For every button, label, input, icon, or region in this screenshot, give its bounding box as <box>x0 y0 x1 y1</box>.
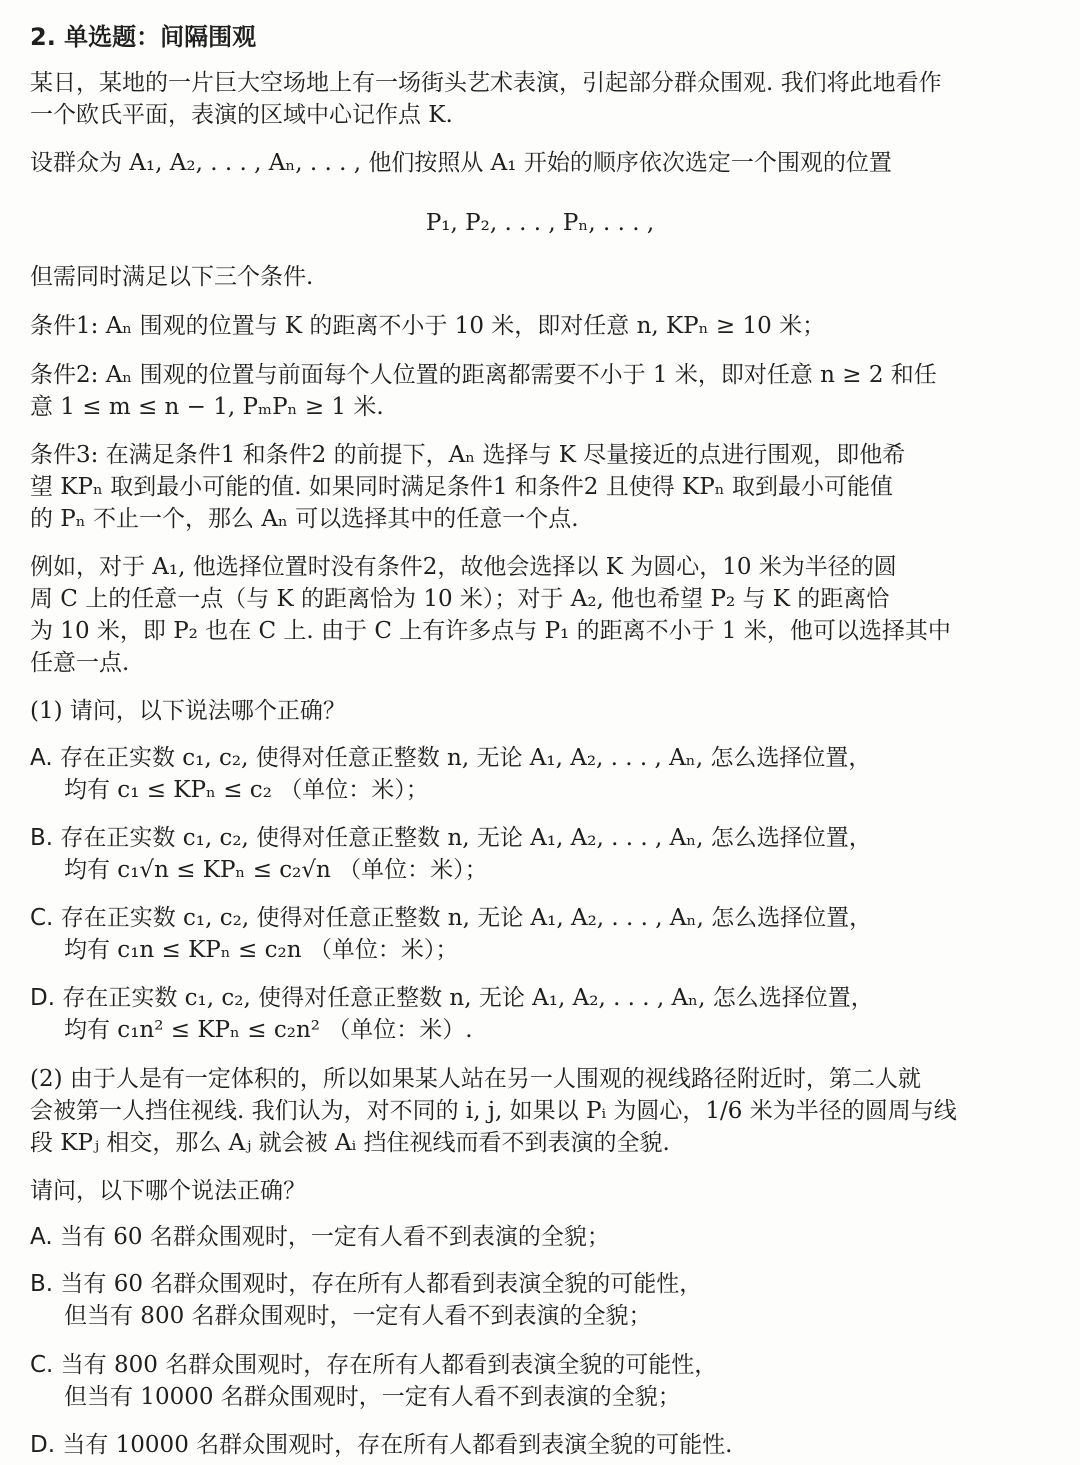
q1-option-c <box>30 903 872 933</box>
condition-1: 条件1: Aₙ 围观的位置与 K 的距离不小于 10 米，即对任意 n, KPₙ ≥ 10 米； <box>30 313 826 339</box>
option-letter: D. <box>30 985 56 1011</box>
condition-3-line: 条件3: 在满足条件1 和条件2 的前提下，Aₙ 选择与 K 尽量接近的点进行围观，即他希 <box>30 442 906 468</box>
setup-line: 但需同时满足以下三个条件. <box>30 264 314 290</box>
condition-3-line: 的 Pₙ 不止一个，那么 Aₙ 可以选择其中的任意一个点. <box>30 506 579 532</box>
option-letter: A. <box>30 745 53 771</box>
option-letter: C. <box>30 1352 54 1378</box>
q1-option-b <box>30 823 872 853</box>
example-line: 周 C 上的任意一点（与 K 的距离恰为 10 米）；对于 A₂, 他也希望 P₂ 与 K 的距离恰 <box>30 586 890 612</box>
option-letter: A. <box>30 1224 53 1250</box>
condition-2-line: 意 1 ≤ m ≤ n − 1, PₘPₙ ≥ 1 米. <box>30 394 384 420</box>
q2-option-a <box>30 1222 610 1252</box>
intro-line: 某日，某地的一片巨大空场地上有一场街头艺术表演，引起部分群众围观. 我们将此地看作 <box>30 70 942 96</box>
q1-option-a <box>30 743 871 773</box>
intro-line: 一个欧氏平面，表演的区域中心记作点 K. <box>30 102 453 128</box>
condition-2-line: 条件2: Aₙ 围观的位置与前面每个人位置的距离都需要不小于 1 米，即对任意 n ≥ 2 和任 <box>30 362 937 388</box>
option-text: 当有 10000 名群众围观时，存在所有人都看到表演全貌的可能性. <box>62 1432 733 1458</box>
q2-option-d <box>30 1430 732 1460</box>
option-text: 存在正实数 c₁, c₂, 使得对任意正整数 n, 无论 A₁, A₂, . . . , Aₙ, 怎么选择位置， <box>60 825 872 851</box>
q2-option-c <box>30 1350 717 1380</box>
example-line: 例如，对于 A₁, 他选择位置时没有条件2，故他会选择以 K 为圆心，10 米为半径的圆 <box>30 554 897 580</box>
option-letter: D. <box>30 1432 56 1458</box>
q1-option-d <box>30 983 874 1013</box>
example-line: 为 10 米，即 P₂ 也在 C 上. 由于 C 上有许多点与 P₁ 的距离不小于 1 米，他可以选择其中 <box>30 618 951 644</box>
option-text: 存在正实数 c₁, c₂, 使得对任意正整数 n, 无论 A₁, A₂, . . . , Aₙ, 怎么选择位置， <box>59 745 872 771</box>
option-text: 当有 800 名群众围观时，存在所有人都看到表演全貌的可能性， <box>60 1352 718 1378</box>
q2-option-c-line2: 但当有 10000 名群众围观时，一定有人看不到表演的全貌； <box>64 1384 681 1410</box>
condition-3-line: 望 KPₙ 取到最小可能的值. 如果同时满足条件1 和条件2 且使得 KPₙ 取到最小可能值 <box>30 474 893 500</box>
option-letter: C. <box>30 905 54 931</box>
option-text: 当有 60 名群众围观时，存在所有人都看到表演全貌的可能性， <box>60 1271 703 1297</box>
q1-option-d-line2: 均有 c₁n² ≤ KPₙ ≤ c₂n² （单位：米）. <box>64 1017 473 1043</box>
q1-option-a-line2: 均有 c₁ ≤ KPₙ ≤ c₂ （单位：米）； <box>64 777 429 803</box>
problem-title: 2. 单选题：间隔围观 <box>30 23 257 51</box>
position-sequence-formula: P₁, P₂, . . . , Pₙ, . . . , <box>425 210 655 236</box>
option-text: 存在正实数 c₁, c₂, 使得对任意正整数 n, 无论 A₁, A₂, . . . , Aₙ, 怎么选择位置， <box>62 985 874 1011</box>
setup-line: 设群众为 A₁, A₂, . . . , Aₙ, . . . , 他们按照从 A₁ 开始的顺序依次选定一个围观的位置 <box>30 150 892 176</box>
question-1-stem: (1) 请问，以下说法哪个正确？ <box>30 698 346 724</box>
example-line: 任意一点. <box>30 650 130 676</box>
q2-option-b-line2: 但当有 800 名群众围观时，一定有人看不到表演的全貌； <box>64 1303 652 1329</box>
question-2-stem-line: 段 KPⱼ 相交，那么 Aⱼ 就会被 Aᵢ 挡住视线而看不到表演的全貌. <box>30 1130 670 1156</box>
option-text: 当有 60 名群众围观时，一定有人看不到表演的全貌； <box>59 1224 610 1250</box>
question-2-ask: 请问，以下哪个说法正确？ <box>30 1178 306 1204</box>
q2-option-b <box>30 1269 702 1299</box>
q1-option-c-line2: 均有 c₁n ≤ KPₙ ≤ c₂n （单位：米）； <box>64 937 459 963</box>
question-2-stem-line: (2) 由于人是有一定体积的，所以如果某人站在另一人围观的视线路径附近时，第二人就 <box>30 1066 921 1092</box>
question-2-stem-line: 会被第一人挡住视线. 我们认为，对不同的 i, j, 如果以 Pᵢ 为圆心，1/6 米为半径的圆周与线 <box>30 1098 957 1124</box>
option-letter: B. <box>30 825 54 851</box>
option-letter: B. <box>30 1271 54 1297</box>
q1-option-b-line2: 均有 c₁√n ≤ KPₙ ≤ c₂√n （单位：米）； <box>64 857 488 883</box>
option-text: 存在正实数 c₁, c₂, 使得对任意正整数 n, 无论 A₁, A₂, . . . , Aₙ, 怎么选择位置， <box>60 905 873 931</box>
